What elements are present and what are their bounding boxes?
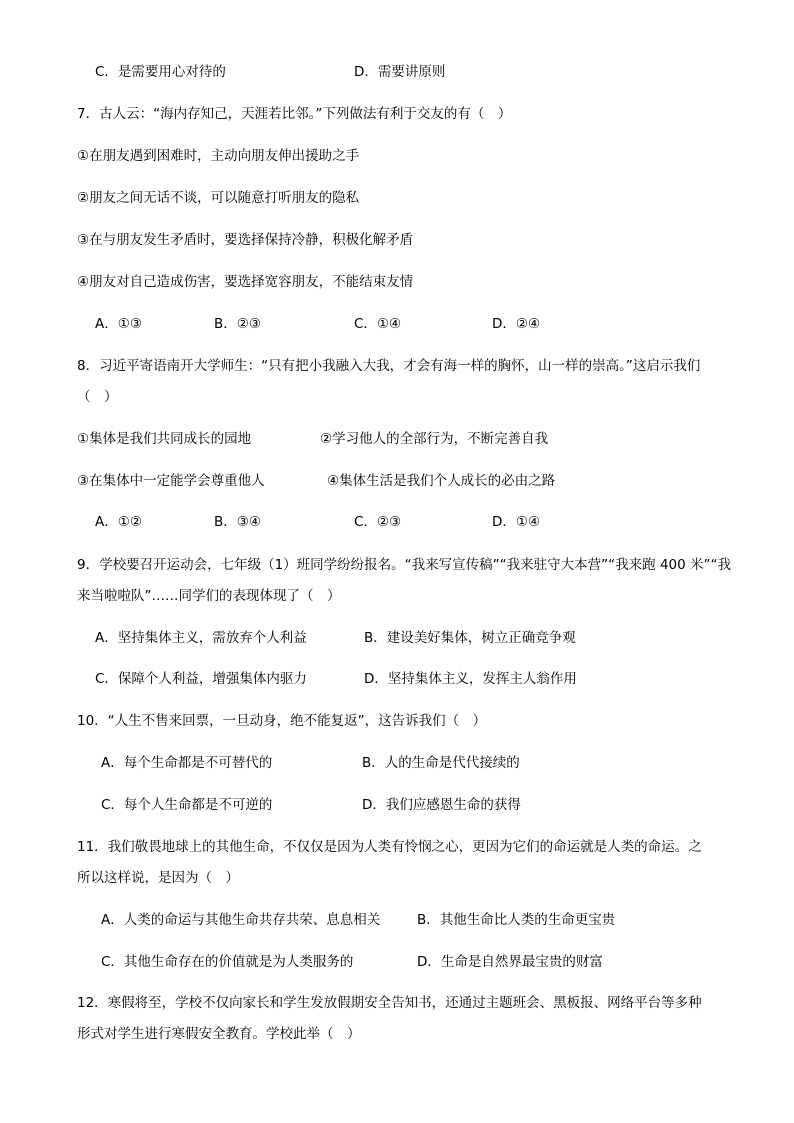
- q10-option-c: C．每个人生命都是不可逆的: [101, 797, 273, 813]
- q7-stem: 7．古人云：“海内存知己，天涯若比邻。”下列做法有利于交友的有（ ）: [77, 106, 512, 122]
- q8-option-a: A．①②: [95, 514, 142, 530]
- q12-stem-line1: 12．寒假将至，学校不仅向家长和学生发放假期安全告知书，还通过主题班会、黑板报、网络平台等多种: [77, 995, 702, 1011]
- q8-stem-line2: （ ）: [77, 389, 118, 405]
- q8-option-c: C．②③: [354, 514, 402, 530]
- q11-option-a: A．人类的命运与其他生命共存共荣、息息相关: [101, 912, 381, 928]
- q8-item-3: ③在集体中一定能学会尊重他人: [77, 473, 265, 489]
- q11-option-b: B．其他生命比人类的生命更宝贵: [417, 912, 616, 928]
- q8-option-d: D．①④: [492, 514, 541, 530]
- q9-option-a: A．坚持集体主义，需放弃个人利益: [95, 630, 307, 646]
- q8-item-1: ①集体是我们共同成长的园地: [77, 431, 252, 447]
- q9-option-b: B．建设美好集体，树立正确竞争观: [364, 630, 576, 646]
- q6-option-c: C．是需要用心对待的: [95, 64, 226, 80]
- q10-stem: 10．“人生不售来回票，一旦动身，绝不能复返”，这告诉我们（ ）: [77, 713, 487, 729]
- q10-option-d: D．我们应感恩生命的获得: [362, 797, 521, 813]
- q8-item-2: ②学习他人的全部行为，不断完善自我: [320, 431, 549, 447]
- q7-item-3: ③在与朋友发生矛盾时，要选择保持冷静，积极化解矛盾: [77, 232, 414, 248]
- q11-stem-line2: 所以这样说，是因为（ ）: [77, 870, 239, 886]
- q7-item-2: ②朋友之间无话不谈，可以随意打听朋友的隐私: [77, 190, 360, 206]
- q7-option-d: D．②④: [492, 316, 541, 332]
- q8-item-4: ④集体生活是我们个人成长的必由之路: [327, 473, 556, 489]
- q10-option-b: B．人的生命是代代接续的: [362, 755, 520, 771]
- q8-stem-line1: 8．习近平寄语南开大学师生：“只有把小我融入大我，才会有海一样的胸怀，山一样的崇高。”这启示我们: [77, 358, 701, 374]
- q9-option-c: C．保障个人利益，增强集体内驱力: [95, 671, 307, 687]
- q7-option-a: A．①③: [95, 316, 142, 332]
- q8-option-b: B．③④: [214, 514, 261, 530]
- q10-option-a: A．每个生命都是不可替代的: [101, 755, 273, 771]
- q7-option-c: C．①④: [354, 316, 402, 332]
- q11-option-c: C．其他生命存在的价值就是为人类服务的: [101, 954, 354, 970]
- q6-option-d: D．需要讲原则: [354, 64, 446, 80]
- q7-item-1: ①在朋友遇到困难时，主动向朋友伸出援助之手: [77, 148, 360, 164]
- q9-stem-line2: 来当啦啦队”……同学们的表现体现了（ ）: [77, 588, 341, 604]
- q11-option-d: D．生命是自然界最宝贵的财富: [417, 954, 603, 970]
- q9-option-d: D．坚持集体主义，发挥主人翁作用: [364, 671, 577, 687]
- q11-stem-line1: 11．我们敬畏地球上的其他生命，不仅仅是因为人类有怜悯之心，更因为它们的命运就是人类的命运。之: [77, 839, 702, 855]
- q7-item-4: ④朋友对自己造成伤害，要选择宽容朋友，不能结束友情: [77, 274, 414, 290]
- q7-option-b: B．②③: [214, 316, 261, 332]
- q9-stem-line1: 9．学校要召开运动会，七年级（1）班同学纷纷报名。“我来写宣传稿”“我来驻守大本营”“我来跑 400 米”“我: [77, 557, 731, 573]
- q12-stem-line2: 形式对学生进行寒假安全教育。学校此举（ ）: [77, 1026, 361, 1042]
